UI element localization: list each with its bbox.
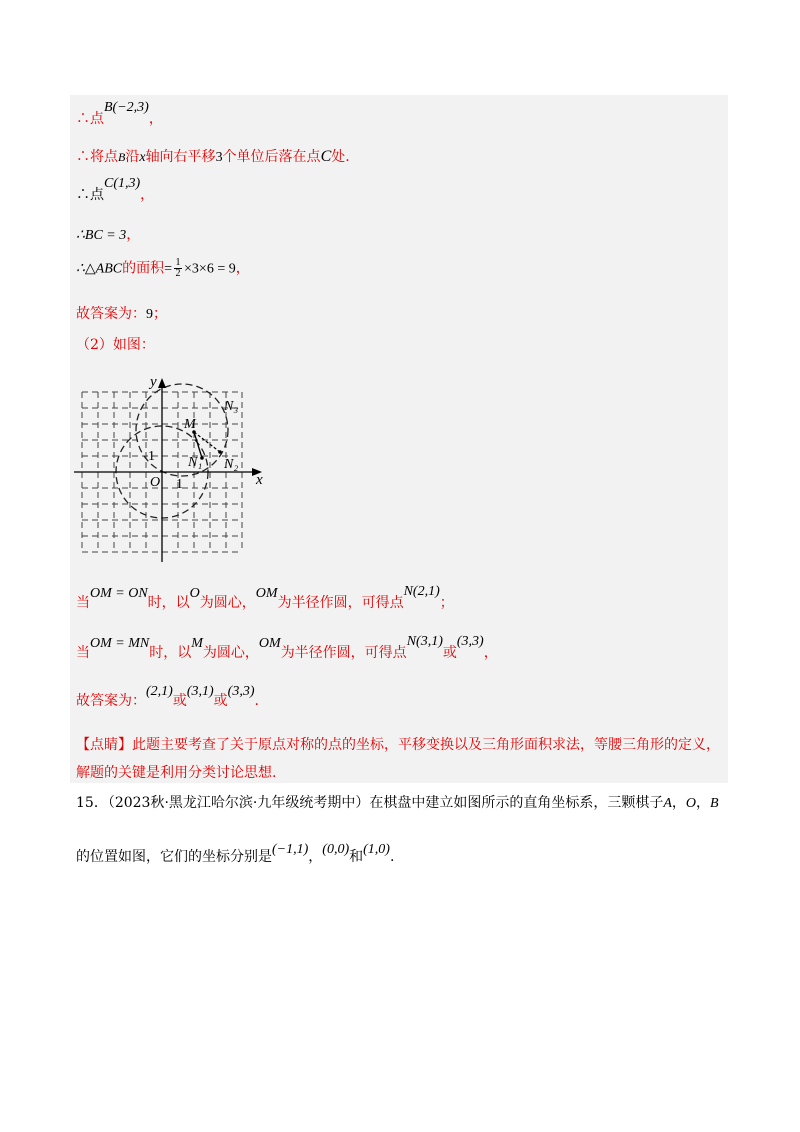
solution-line-12: 解题的关键是利用分类讨论思想. <box>76 765 277 781</box>
point-b-coord: B(−2,3) <box>104 100 149 115</box>
solution-line-6: 故答案为：9； <box>76 306 167 322</box>
label-one-y: 1 <box>148 449 155 464</box>
solution-line-9: 当OM = MN时，以M为圆心，OM为半径作圆，可得点N(3,1)或(3,3)， <box>76 634 498 661</box>
solution-line-8: 当OM = ON时，以O为圆心，OM为半径作圆，可得点N(2,1)； <box>76 584 454 611</box>
solution-line-5: ∴△ABC的面积= $\frac{1}{2}$ ×3×6 = 9， <box>76 257 250 279</box>
fraction-one-half: $\frac{1}{2}$ <box>175 257 181 279</box>
solution-line-7: （2）如图： <box>76 337 155 353</box>
solution-line-1: ∴点B(−2,3)， <box>76 100 163 127</box>
label-n1: N₁ <box>188 455 203 470</box>
label-n3: N₃ <box>224 399 239 414</box>
problem-15-line-2: 的位置如图，它们的坐标分别是(−1,1)，(0,0)和(1,0). <box>76 842 395 865</box>
solution-line-2: ∴将点B沿x轴向右平移3个单位后落在点C处. <box>76 148 350 165</box>
solution-line-4: ∴BC = 3， <box>76 227 141 243</box>
coordinate-figure <box>70 370 270 565</box>
therefore-point-text: ∴点 <box>76 111 104 127</box>
solution-line-11: 【点睛】此题主要考查了关于原点对称的点的坐标，平移变换以及三角形面积求法，等腰三角形的定义， <box>76 737 720 753</box>
solution-line-3: ∴点C(1,3)， <box>76 176 155 203</box>
problem-15-line-1: 15．（2023秋·黑龙江哈尔滨·九年级统考期中）在棋盘中建立如图所示的直角坐标系，三颗棋子A，O，B <box>76 795 719 811</box>
label-one-x: 1 <box>176 477 183 492</box>
solution-line-10: 故答案为：(2,1)或(3,1)或(3,3). <box>76 684 259 709</box>
label-y: y <box>150 374 157 390</box>
label-n2: N₂ <box>224 457 239 472</box>
label-m: M <box>184 417 196 432</box>
label-x: x <box>256 472 263 488</box>
y-axis-arrow <box>158 378 166 388</box>
label-o: O <box>150 475 161 490</box>
point-n2 <box>218 450 222 454</box>
point-c-coord: C(1,3) <box>104 176 141 191</box>
segment-m-n2 <box>194 432 220 452</box>
